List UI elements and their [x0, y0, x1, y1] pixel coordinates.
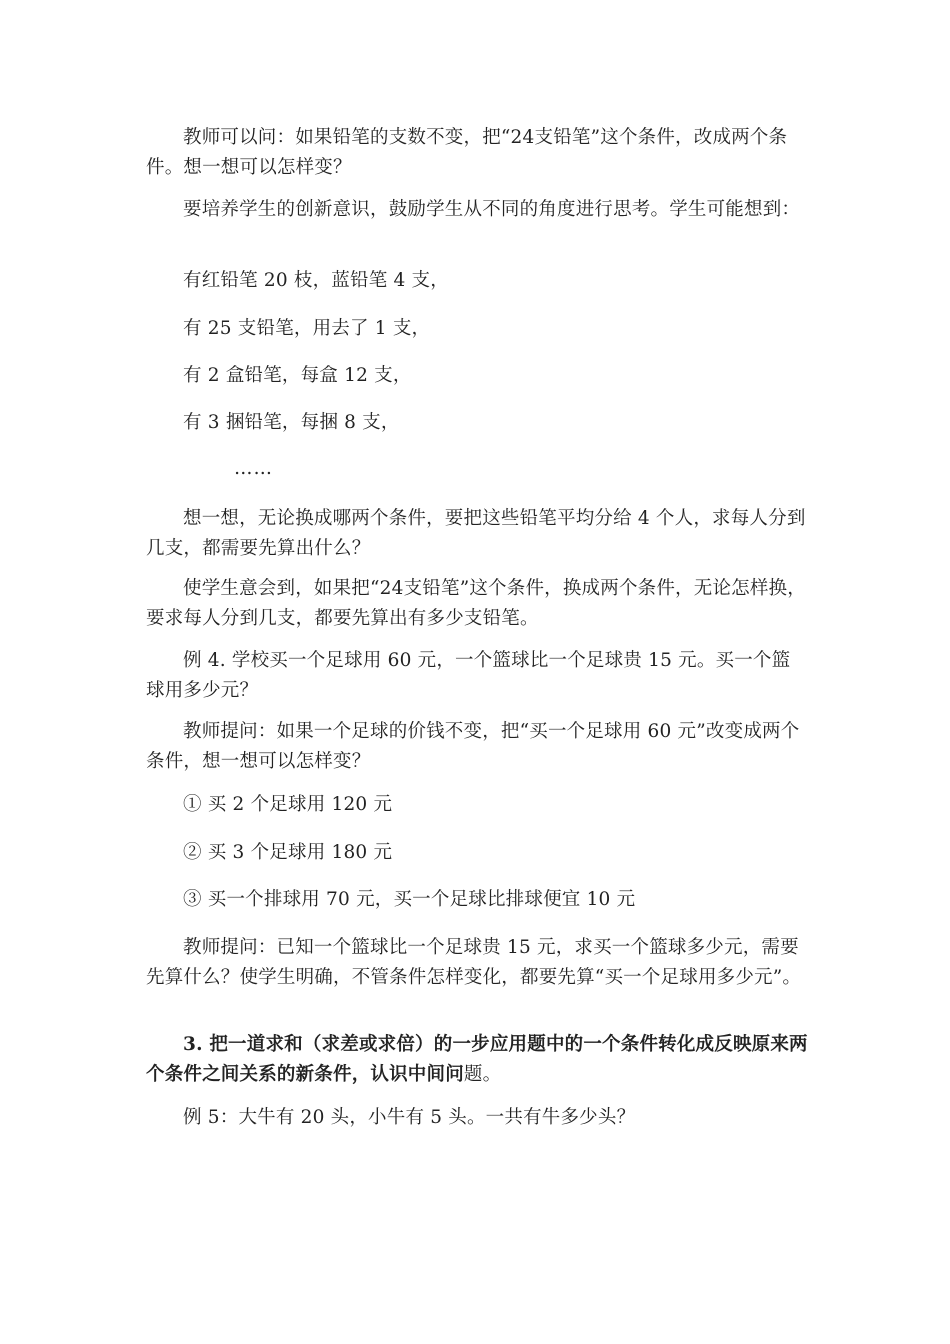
section-heading-3-bold: 3. 把一道求和（求差或求倍）的一步应用题中的一个条件转化成反映原来两个条件之间关系的新条件，认识中间问 — [146, 1034, 808, 1085]
list-item: 有红铅笔 20 枝，蓝铅笔 4 支， — [183, 270, 449, 291]
paragraph-realize: 使学生意会到，如果把“24支铅笔”这个条件，换成两个条件，无论怎样换，要求每人分到几支，都要先算出有多少支铅笔。 — [146, 578, 806, 629]
option-item: ① 买 2 个足球用 120 元 — [183, 794, 393, 815]
list-item: 有 3 捆铅笔，每捆 8 支， — [183, 412, 400, 433]
section-heading-3-tail: 题。 — [463, 1064, 502, 1085]
paragraph-example-4: 例 4. 学校买一个足球用 60 元，一个篮球比一个足球贵 15 元。买一个篮球用多少元？ — [146, 650, 791, 701]
paragraph-innovation: 要培养学生的创新意识，鼓励学生从不同的角度进行思考。学生可能想到： — [183, 199, 801, 220]
paragraph-teacher-question-basketball: 教师提问：已知一个篮球比一个足球贵 15 元，求买一个篮球多少元，需要先算什么？使学生明确，不管条件怎样变化，都要先算“买一个足球用多少元”。 — [146, 937, 802, 988]
paragraph-teacher-question-football: 教师提问：如果一个足球的价钱不变，把“买一个足球用 60 元”改变成两个条件，想一想可以怎样变？ — [146, 721, 800, 772]
option-item: ③ 买一个排球用 70 元，买一个足球比排球便宜 10 元 — [183, 889, 636, 910]
paragraph-example-5: 例 5：大牛有 20 头，小牛有 5 头。一共有牛多少头？ — [183, 1107, 636, 1128]
paragraph-teacher-question-pencils: 教师可以问：如果铅笔的支数不变，把“24支铅笔”这个条件，改成两个条件。想一想可以怎样变？ — [146, 127, 788, 178]
ellipsis: …… — [234, 458, 273, 479]
option-item: ② 买 3 个足球用 180 元 — [183, 842, 393, 863]
list-item: 有 2 盒铅笔，每盒 12 支， — [183, 365, 412, 386]
section-heading-3 — [146, 1030, 808, 1090]
list-item: 有 25 支铅笔，用去了 1 支， — [183, 318, 431, 339]
paragraph-think: 想一想，无论换成哪两个条件，要把这些铅笔平均分给 4 个人，求每人分到几支，都需要先算出什么？ — [146, 508, 806, 559]
